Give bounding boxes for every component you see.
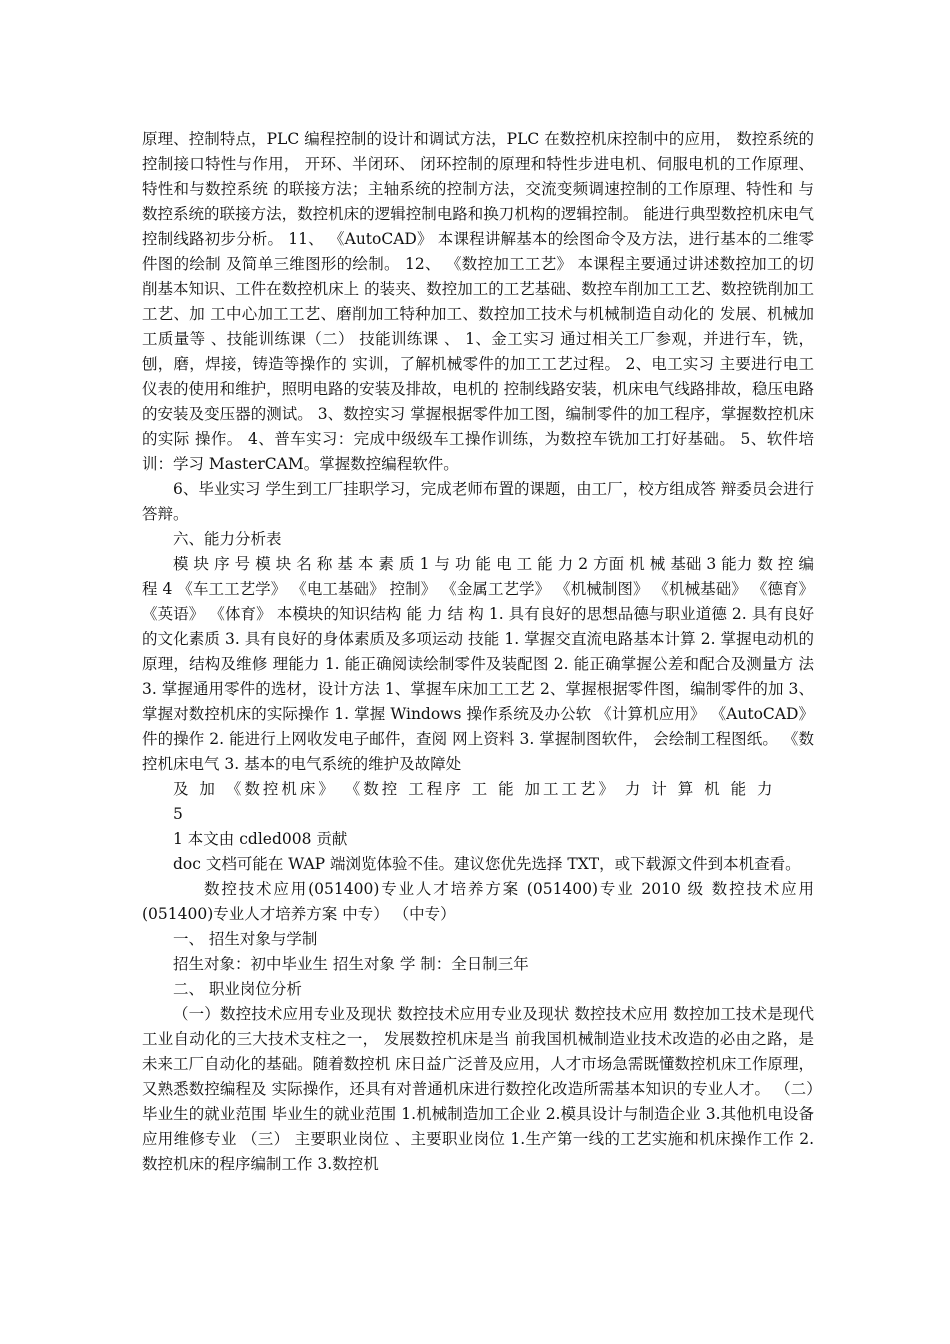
paragraph-graduation-internship: 6、毕业实习 学生到工厂挂职学习，完成老师布置的课题，由工厂，校方组成答 辩委员会进行答辩。: [142, 480, 814, 523]
page-number: 5: [173, 805, 183, 823]
heading-enrollment: 一、 招生对象与学制: [173, 930, 318, 948]
contributor-note: 1 本文由 cdled008 贡献: [173, 830, 348, 848]
paragraph-table-fragment: 及 加 《数控机床》 《数控 工程序 工 能 加工工艺》 力 计 算 机 能 力: [173, 780, 776, 798]
paragraph-course-descriptions: 原理、控制特点，PLC 编程控制的设计和调试方法，PLC 在数控机床控制中的应用， 数控系统的控制接口特性与作用， 开环、半闭环、 闭环控制的原理和特性步进电机、伺服电机的工作原理、特性和与数控系统 的联接方法；主轴系统的控制方法，交流变频调速控制的工作原理、特性和 与数控系统的联接方法，数控机床的逻辑控制电路和换刀机构的逻辑控制。 能进行典型数控机床电气控制线路初步分析。 11、 《AutoCAD》 本课程讲解基本的绘图命令及方法，进行基本的二维零件图的绘制 及简单三维图形的绘制。 12、 《数控加工工艺》 本课程主要通过讲述数控加工的切削基本知识、工件在数控机床上 的装夹、数控加工的工艺基础、数控车削加工工艺、数控铣削加工工艺、加 工中心加工工艺、磨削加工特种加工、数控加工技术与机械制造自动化的 发展、机械加工质量等 、技能训练课（二） 技能训练课 、 1、金工实习 通过相关工厂参观，并进行车，铣，刨，磨，焊接，铸造等操作的 实训，了解机械零件的加工工艺过程。 2、电工实习 主要进行电工仪表的使用和维护，照明电路的安装及排故，电机的 控制线路安装，机床电气线路排故，稳压电路的安装及变压器的测试。 3、数控实习 掌握根据零件加工图，编制零件的加工程序，掌握数控机床的实际 操作。 4、普车实习：完成中级级车工操作训练，为数控车铣加工打好基础。 5、软件培训：学习 MasterCAM。掌握数控编程软件。: [142, 130, 814, 473]
heading-ability-analysis: 六、能力分析表: [173, 530, 282, 548]
format-notice: doc 文档可能在 WAP 端浏览体验不佳。建议您优先选择 TXT，或下载源文件到本机查看。: [173, 855, 801, 873]
enrollment-details: 招生对象：初中毕业生 招生对象 学 制：全日制三年: [173, 955, 529, 973]
document-title: 数控技术应用(051400)专业人才培养方案 (051400)专业 2010 级 数控技术应用(051400)专业人才培养方案 中专） （中专）: [142, 880, 814, 923]
paragraph-career-analysis: （一）数控技术应用专业及现状 数控技术应用专业及现状 数控技术应用 数控加工技术是现代工业自动化的三大技术支柱之一， 发展数控机床是当 前我国机械制造业技术改造的必由之路，是未来工厂自动化的基础。随着数控机 床日益广泛普及应用，人才市场急需既懂数控机床工作原理，又熟悉数控编程及 实际操作，还具有对普通机床进行数控化改造所需基本知识的专业人才。 （二）毕业生的就业范围 毕业生的就业范围 1.机械制造加工企业 2.模具设计与制造企业 3.其他机电设备应用维修专业 （三） 主要职业岗位 、主要职业岗位 1.生产第一线的工艺实施和机床操作工作 2.数控机床的程序编制工作 3.数控机: [142, 1005, 814, 1173]
heading-career-analysis: 二、 职业岗位分析: [173, 980, 302, 998]
paragraph-ability-table: 模 块 序 号 模 块 名 称 基 本 素 质 1 与 功 能 电 工 能 力 2 方面 机 械 基础 3 能力 数 控 编 程 4 《车工工艺学》 《电工基础》 控制》 《金属工艺学》 《机械制图》 《机械基础》 《德育》 《英语》 《体育》 本模块的知识结构 能 力 结 构 1. 具有良好的思想品德与职业道德 2. 具有良好的文化素质 3. 具有良好的身体素质及多项运动 技能 1. 掌握交直流电路基本计算 2. 掌握电动机的原理，结构及维修 理能力 1. 能正确阅读绘制零件及装配图 2. 能正确掌握公差和配合及测量方 法 3. 掌握通用零件的选材，设计方法 1、掌握车床加工工艺 2、掌握根据零件图，编制零件的加 3、掌握对数控机床的实际操作 1. 掌握 Windows 操作系统及办公软 《计算机应用》 《AutoCAD》 件的操作 2. 能进行上网收发电子邮件，查阅 网上资料 3. 掌握制图软件， 会绘制工程图纸。 《数控机床电气 3. 基本的电气系统的维护及故障处: [142, 555, 814, 773]
